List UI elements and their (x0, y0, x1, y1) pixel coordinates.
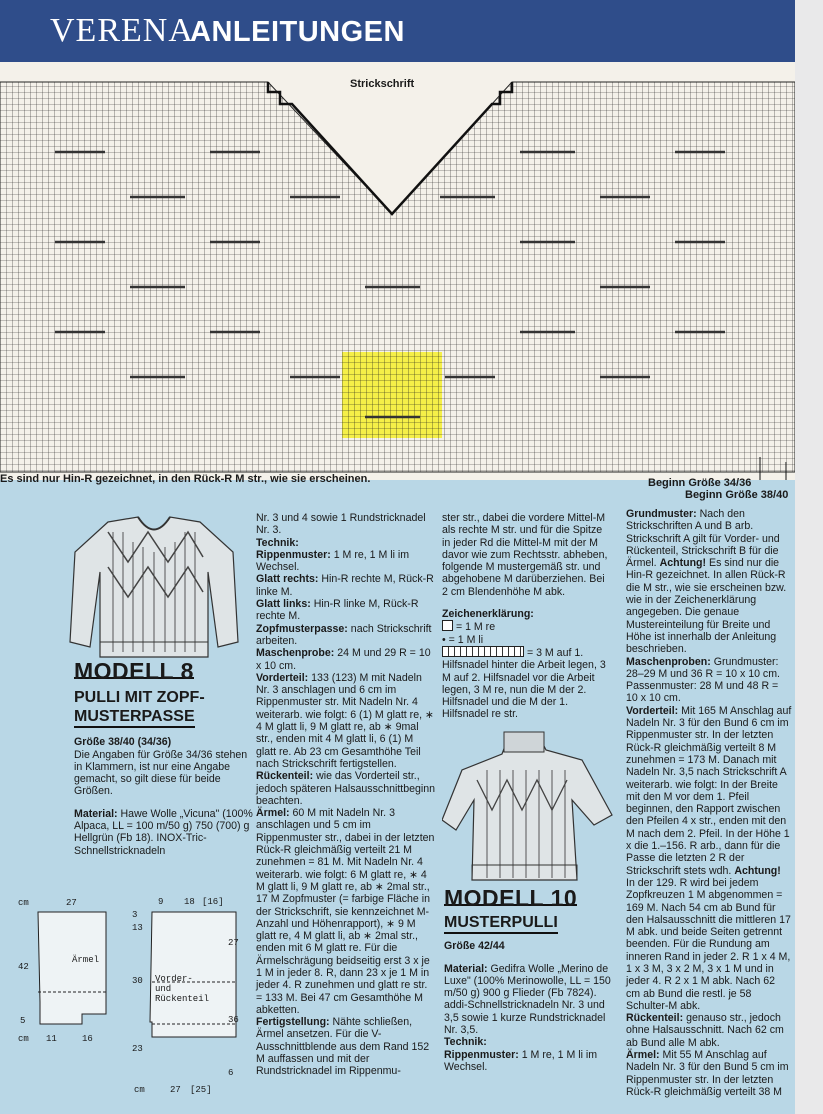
modell-10-material-label: Material: (444, 962, 488, 975)
modell-8-subtitle-2: MUSTERPASSE (74, 707, 195, 728)
col2-probe-label: Maschenprobe: (256, 647, 335, 660)
chart-note: Es sind nur Hin-R gezeichnet, in den Rück-R M str., wie sie erscheinen. (0, 473, 371, 485)
dia-23: 23 (132, 1044, 143, 1054)
col3-zeichen-label: Zeichenerklärung: (442, 608, 534, 621)
col4-achtung-2-text: In der 129. R wird bei jedem Zopfkreuzen 1 M abgenommen = 169 M. Nach 54 cm ab Bund für den Halsausschnitt die mittleren 17 M abk. und beide Seiten getrennt beenden. Für die Rundung am inneren Rand in jeder 2. R 1 x 4 M, 1 x 3 M, 3 x 2 M, 3 x 1 M und in jeder 4. R 2 x 1 M abk. Nach 62 cm ab Bund die restl. je 58 Schulter-M abk. (626, 876, 791, 1012)
sweater-sketch-modell-8 (68, 512, 240, 660)
col2-glattli-text: Hin-R linke M, Rück-R rechte M. (256, 598, 419, 623)
col2-intro: Nr. 3 und 4 sowie 1 Rundstricknadel Nr. 3. (256, 512, 426, 537)
col4-aermel-label: Ärmel: (626, 1049, 660, 1062)
modell-8-subtitle-1: PULLI MIT ZOPF- (74, 689, 205, 707)
dia-3: 3 (132, 910, 138, 920)
dia-cm-top: cm (18, 898, 29, 908)
col4-aermel-text: Mit 55 M Anschlag auf Nadeln Nr. 3 für den Bund 5 cm im Rippenmuster str. In der letzten Rück-R gleichmäßig verteilt 38 M (626, 1049, 789, 1098)
col4-rueck-label: Rückenteil: (626, 1012, 684, 1025)
column-4 (626, 508, 792, 1098)
dia-aermel-label: Ärmel (72, 955, 100, 965)
symbol-dot-icon: • (442, 633, 446, 646)
col4-grund-text: Nach den Strickschriften A und B arb. Strickschrift A gilt für Vorder- und Rückenteil, Strickschrift B für die Ärmel. (626, 508, 780, 570)
page-edge (795, 0, 823, 1114)
col2-rippen-label: Rippenmuster: (256, 548, 331, 561)
col3-text1: ster str., dabei die vordere Mittel-M als rechte M str. und für die Spitze in jeder Rd die Mittel-M mit der M davor wie zum Rechtsstr. abheben, folgende M mustergemäß str. und abgehobene M darüberziehen. Bei 2 cm Blendenhöhe M abk. (442, 512, 608, 598)
col4-rueck-text: genauso str., jedoch ohne Halsausschnitt. Nach 62 cm ab Bund alle M abk. (626, 1012, 784, 1049)
col2-zopf-text: nach Strickschrift arbeiten. (256, 622, 432, 647)
dia-18: 18 (184, 897, 195, 907)
modell-10-block (444, 885, 614, 1073)
dia-vorder: Vorder- (155, 974, 193, 984)
dia-16b: [16] (202, 897, 224, 907)
chart-grid (0, 62, 795, 480)
modell-10-rippen-label: Rippenmuster: (444, 1048, 519, 1061)
dia-30: 30 (132, 976, 143, 986)
col2-probe-text: 24 M und 29 R = 10 x 10 cm. (256, 647, 431, 672)
modell-8-material-text: Hawe Wolle „Vicuna" (100% Alpaca, LL = 100 m/50 g) 750 (700) g Hellgrün (Fb 18). INOX-Tric-Schnellstricknadeln (74, 807, 253, 857)
dia-cm-bottom: cm (18, 1034, 29, 1044)
modell-10-title: MODELL 10 (444, 885, 578, 911)
col2-rueck-label: Rückenteil: (256, 770, 314, 783)
begin-size-34-36: Beginn Größe 34/36 (648, 477, 752, 489)
dia-und: und (155, 984, 172, 994)
symbol-box-icon (442, 620, 453, 631)
dia-36: 36 (228, 1015, 239, 1025)
modell-10-rippen-text: 1 M re, 1 M li im Wechsel. (444, 1048, 598, 1073)
dia-27: 27 (66, 898, 77, 908)
dia-27b: 27 (228, 938, 239, 948)
col2-glattre-text: Hin-R rechte M, Rück-R linke M. (256, 573, 434, 598)
col2-vorder-text: 133 (123) M mit Nadeln Nr. 3 anschlagen und 6 cm im Rippenmuster str. Mit Nadeln Nr. 4 weiterarb. wie folgt: 6 (1) M glatt re, ∗ 4 M glatt li, 9 M glatt re, ab ∗ 9mal str., enden mit 4 M glatt li, 6 (1) M glatt re. Ab 23 cm Gesamthöhe Teil nach Strickschrift fertigstellen. (256, 671, 434, 770)
cable-symbol-icon (442, 646, 524, 657)
dia-25: [25] (190, 1085, 212, 1095)
section-title: ANLEITUNGEN (190, 16, 405, 48)
col4-achtung-2: Achtung! (734, 864, 781, 877)
col4-achtung-1: Achtung! (659, 557, 707, 570)
modell-10-material-text: Gedifra Wolle „Merino de Luxe" (100% Merinowolle, LL = 150 m/50 g) 900 g Flieder (Fb 7824). addi-Schnellstricknadeln Nr. 3 und 3,5 sowie 1 kurze Rundstricknadel Nr. 3,5. (444, 962, 611, 1037)
modell-10-technik: Technik: (444, 1036, 487, 1049)
column-3 (442, 512, 612, 721)
col4-grund-label: Grundmuster: (626, 508, 697, 520)
col4-proben-text: Grundmuster: 28–29 M und 36 R = 10 x 10 cm. Passenmuster: 28 M und 48 R = 10 x 10 cm. (626, 655, 780, 705)
col4-vorder-text: Mit 165 M Anschlag auf Nadeln Nr. 3 für den Bund 6 cm im Rippenmuster str. In der letzten Rück-R gleichmäßig verteilt 8 M zunehmen = 173 M. Danach mit Nadeln Nr. 3,5 nach Strickschrift A weiterarb. wie folgt: In der Breite mit den M vor dem 1. Pfeil beginnen, den Rapport zwischen den Pfeilen 4 x str., enden mit den M nach dem 2. Pfeil. In der Höhe 1 x die 1.–156. R arb., dann für die Passe die letzten 2 R der Strickschrift stets wdh. (626, 704, 792, 877)
dia-vorder-label (155, 974, 209, 1004)
modell-8-size: Größe 38/40 (34/36) (74, 736, 172, 749)
chart-label: Strickschrift (350, 78, 415, 90)
begin-size-38-40: Beginn Größe 38/40 (685, 489, 789, 501)
col2-glattre-label: Glatt rechts: (256, 573, 319, 586)
modell-8-title: MODELL 8 (74, 658, 194, 684)
dia-ruecken: Rückenteil (155, 994, 210, 1004)
col4-achtung-1-text: Es sind nur die Hin-R gezeichnet. In allen Rück-R die M str., wie sie erscheinen bzw. wie in der Zeichenerklärung angegeben. Die genaue Mustereinteilung für Breite und Höhe ist innerhalb der Anleitung beschrieben. (626, 557, 787, 656)
modell-8-material-label: Material: (74, 807, 118, 820)
dia-5: 5 (20, 1016, 26, 1026)
dia-42: 42 (18, 962, 29, 972)
page-header (0, 0, 795, 62)
dia-cm-b2: cm (134, 1085, 145, 1095)
col2-fertig-label: Fertigstellung: (256, 1016, 330, 1029)
dia-27c: 27 (170, 1085, 181, 1095)
modell-10-size: Größe 42/44 (444, 940, 505, 953)
dia-6: 6 (228, 1068, 234, 1078)
col4-vorder-label: Vorderteil: (626, 704, 679, 717)
dia-11: 11 (46, 1034, 57, 1044)
col3-z2: = 1 M li (448, 633, 484, 646)
col2-rippen-text: 1 M re, 1 M li im Wechsel. (256, 548, 410, 574)
col2-fertig-text: Nähte schließen, Ärmel ansetzen. Für die V-Ausschnittblende aus dem Rand 152 M auffassen und mit der Rundstricknadel im Rippenmu- (256, 1016, 430, 1078)
brand-logo: VERENA (50, 12, 194, 49)
sweater-sketch-modell-10 (442, 730, 614, 888)
col4-proben-label: Maschenproben: (626, 655, 711, 668)
col3-z1: = 1 M re (455, 621, 496, 634)
pattern-diagrams (16, 892, 246, 1042)
dia-13: 13 (132, 923, 143, 933)
col2-aermel-label: Ärmel: (256, 807, 290, 820)
col2-vorder-label: Vorderteil: (256, 671, 309, 684)
col2-aermel-text: 60 M mit Nadeln Nr. 3 anschlagen und 5 cm im Rippenmuster str., dabei in der letzten Rück-R gleichmäßig verteilt 21 M zunehmen = 81 M. Mit Nadeln Nr. 4 weiterarb. wie folgt: 6 M glatt re, ∗ 4 M glatt li, 9 M glatt re, ab ∗ 2mal str., 17 M Zopfmuster (= farbige Fläche in der Strickschrift, sie kennzeichnet M-Anzahl und Höhenrapport), ∗ 9 M glatt re, 4 M glatt li, ab ∗ 2mal str., enden mit 6 M glatt re. Für die Ärmelschrägung beidseitig erst 3 x je 1 M in jeder 8. R, dann 23 x je 1 M in jeder 4. R zunehmen und glatt re str. = 133 M. Bei 47 cm Gesamthöhe M abketten. (256, 807, 435, 1016)
dia-9: 9 (158, 897, 164, 907)
col2-rueck-text: wie das Vorderteil str., jedoch späteren Halsausschnittbeginn beachten. (256, 770, 436, 807)
column-2 (256, 512, 436, 1078)
modell-10-subtitle: MUSTERPULLI (444, 913, 558, 934)
knitting-chart (0, 62, 795, 480)
col2-glattli-label: Glatt links: (256, 598, 311, 611)
col2-technik: Technik: (256, 536, 299, 549)
modell-8-size-text: Die Angaben für Größe 34/36 stehen in Klammern, ist nur eine Angabe gemacht, so gilt diese für beide Größen. (74, 748, 248, 798)
dia-16: 16 (82, 1034, 93, 1044)
col2-zopf-label: Zopfmusterpasse: (256, 622, 348, 635)
col3-z3: = 3 M auf 1. Hilfsnadel hinter die Arbeit legen, 3 M auf 2. Hilfsnadel vor die Arbeit legen, 3 M re, nun die M der 2. Hilfsnadel und die M der 1. Hilfsnadel re str. (442, 646, 606, 721)
